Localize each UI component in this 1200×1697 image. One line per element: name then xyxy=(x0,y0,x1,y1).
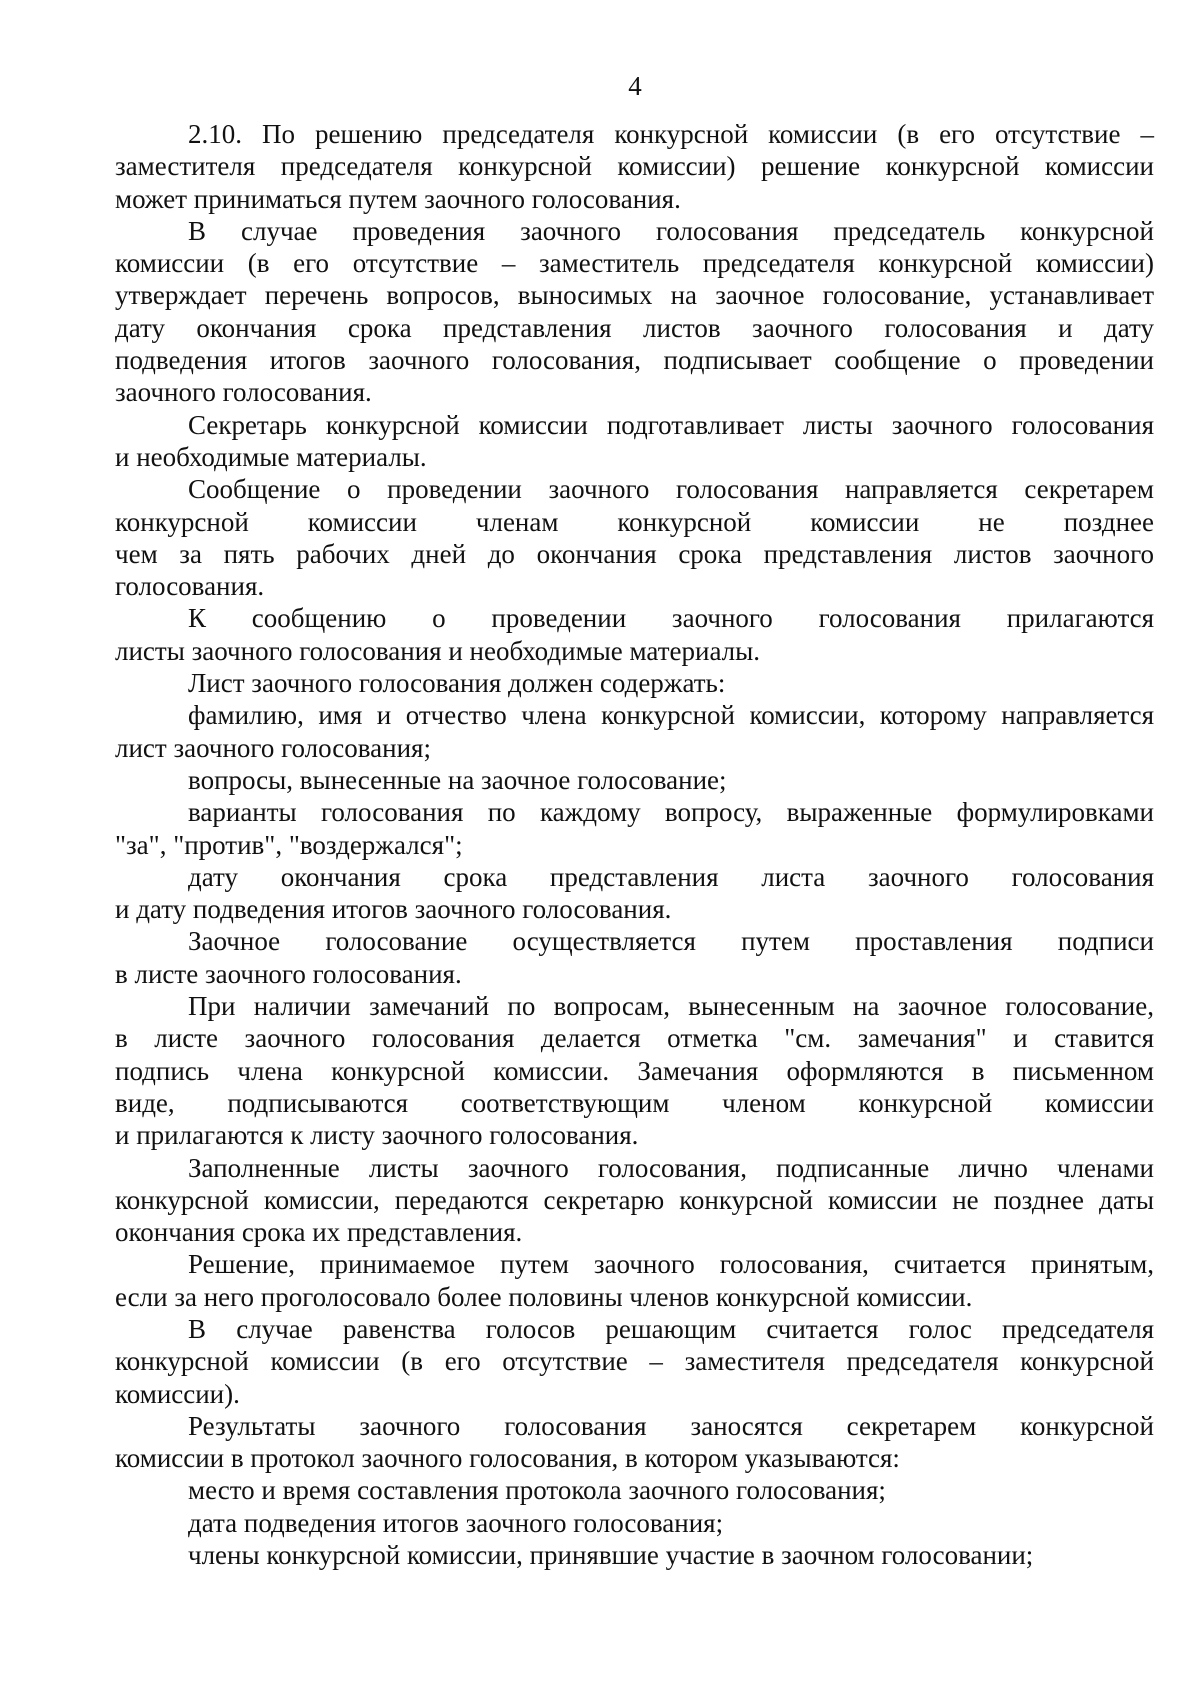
text-line: место и время составления протокола заочного голосования; xyxy=(188,1475,886,1506)
text-line: и необходимые материалы. xyxy=(115,441,427,472)
text-line: чем за пять рабочих дней до окончания срока представления листов заочного xyxy=(115,538,1154,569)
text-line: и прилагаются к листу заочного голосования. xyxy=(115,1120,639,1151)
text-line: подведения итогов заочного голосования, подписывает сообщение о проведении xyxy=(115,345,1154,376)
text-line: вопросы, вынесенные на заочное голосование; xyxy=(188,764,727,795)
text-line: дату окончания срока представления листов заочного голосования и дату xyxy=(115,312,1154,343)
text-line: 2.10. По решению председателя конкурсной комиссии (в его отсутствие – xyxy=(188,119,1154,149)
text-line: В случае проведения заочного голосования председатель конкурсной xyxy=(188,215,1154,246)
text-line: комиссии). xyxy=(115,1378,240,1409)
document-body xyxy=(115,118,1154,1571)
text-line: если за него проголосовало более половины членов конкурсной комиссии. xyxy=(115,1281,973,1312)
text-line: Секретарь конкурсной комиссии подготавливает листы заочного голосования xyxy=(188,409,1154,440)
text-line: утверждает перечень вопросов, выносимых на заочное голосование, устанавливает xyxy=(115,280,1154,311)
text-line: Лист заочного голосования должен содержать: xyxy=(188,668,726,699)
text-line: При наличии замечаний по вопросам, вынесенным на заочное голосование, xyxy=(188,991,1154,1022)
text-line: лист заочного голосования; xyxy=(115,732,431,763)
text-line: заместителя председателя конкурсной комиссии) решение конкурсной комиссии xyxy=(115,151,1154,182)
text-line: варианты голосования по каждому вопросу, выраженные формулировками xyxy=(188,797,1154,828)
text-line: Сообщение о проведении заочного голосования направляется секретарем xyxy=(188,474,1154,505)
text-line: конкурсной комиссии (в его отсутствие – заместителя председателя конкурсной xyxy=(115,1346,1154,1377)
text-line: дата подведения итогов заочного голосования; xyxy=(188,1507,724,1538)
text-line: в листе заочного голосования делается отметка "см. замечания" и ставится xyxy=(115,1023,1154,1054)
text-line: голосования. xyxy=(115,571,265,602)
text-line: дату окончания срока представления листа заочного голосования xyxy=(188,861,1154,892)
text-line: виде, подписываются соответствующим членом конкурсной комиссии xyxy=(115,1087,1154,1118)
text-line: комиссии в протокол заочного голосования, в котором указываются: xyxy=(115,1443,900,1474)
text-line: К сообщению о проведении заочного голосования прилагаются xyxy=(188,603,1154,634)
text-line: и дату подведения итогов заочного голосования. xyxy=(115,894,672,925)
text-line: заочного голосования. xyxy=(115,377,372,408)
text-line: фамилию, имя и отчество члена конкурсной комиссии, которому направляется xyxy=(188,700,1154,731)
page-number: 4 xyxy=(628,71,642,101)
text-line: комиссии (в его отсутствие – заместитель председателя конкурсной комиссии) xyxy=(115,248,1154,279)
text-line: в листе заочного голосования. xyxy=(115,958,462,989)
text-line: В случае равенства голосов решающим считается голос председателя xyxy=(188,1313,1154,1344)
text-line: Заочное голосование осуществляется путем проставления подписи xyxy=(188,926,1154,957)
text-line: Решение, принимаемое путем заочного голосования, считается принятым, xyxy=(188,1249,1154,1280)
text-line: листы заочного голосования и необходимые материалы. xyxy=(115,635,761,666)
text-line: конкурсной комиссии, передаются секретарю конкурсной комиссии не позднее даты xyxy=(115,1184,1154,1215)
text-line: окончания срока их представления. xyxy=(115,1217,523,1248)
text-line: Заполненные листы заочного голосования, подписанные лично членами xyxy=(188,1152,1154,1183)
text-line: члены конкурсной комиссии, принявшие участие в заочном голосовании; xyxy=(188,1540,1034,1571)
text-line: конкурсной комиссии членам конкурсной комиссии не позднее xyxy=(115,506,1154,537)
text-line: подпись члена конкурсной комиссии. Замечания оформляются в письменном xyxy=(115,1055,1154,1086)
text-line: может приниматься путем заочного голосования. xyxy=(115,183,681,214)
text-line: Результаты заочного голосования заносятся секретарем конкурсной xyxy=(188,1410,1154,1441)
text-line: "за", "против", "воздержался"; xyxy=(115,829,463,860)
